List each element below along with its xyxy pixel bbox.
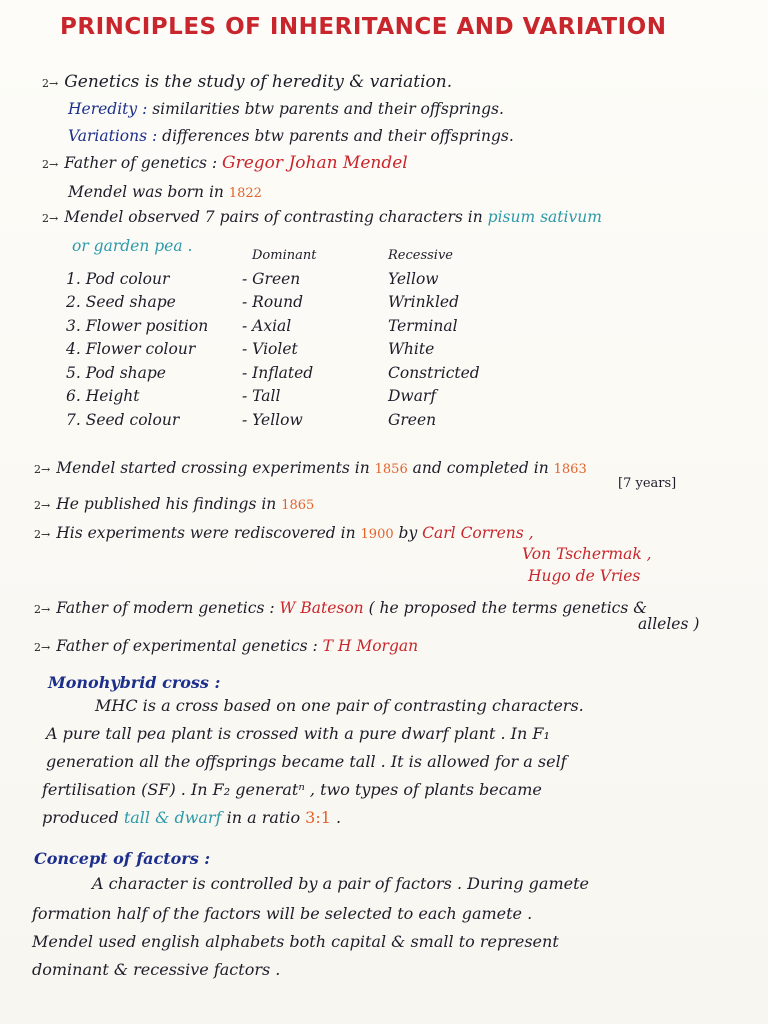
trait-dominant: - Green (242, 269, 301, 288)
factors-heading: Concept of factors : (34, 849, 211, 868)
born-year: 1822 (228, 186, 262, 201)
morgan-name: T H Morgan (322, 637, 419, 655)
trait-dominant: - Axial (242, 316, 292, 335)
heredity-term: Heredity : (68, 100, 148, 118)
variation-line (68, 126, 514, 146)
trait-row (60, 338, 508, 362)
modern-note-cont: alleles ) (638, 615, 700, 633)
rediscovered-by: by (393, 524, 423, 542)
rediscovered-text: His experiments were rediscovered in (56, 524, 361, 542)
mendel-name: Gregor Johan Mendel (222, 153, 408, 173)
crossing-text2: and completed in (407, 459, 554, 477)
trait-recessive: Constricted (388, 363, 480, 382)
published-line (34, 494, 314, 516)
experimental-label: Father of experimental genetics : (56, 637, 323, 655)
born-text: Mendel was born in (68, 183, 229, 201)
rediscoverer-tschermak: Von Tschermak , (522, 545, 652, 563)
trait-name: 1. Pod colour (66, 269, 170, 288)
traits-header-blank (60, 243, 236, 267)
modern-line (34, 598, 647, 620)
monohybrid-line-2: A pure tall pea plant is crossed with a pure dwarf plant . In F₁ (46, 724, 550, 743)
heredity-def: similarities btw parents and their offsprings. (147, 100, 504, 118)
modern-label: Father of modern genetics : (56, 599, 280, 617)
observed-line (42, 207, 602, 229)
bullet-arrow-icon: 2→ (42, 212, 59, 225)
trait-dominant: - Round (242, 293, 304, 312)
monohybrid-heading: Monohybrid cross : (48, 673, 221, 692)
traits-header-row (60, 243, 508, 267)
trait-dominant: - Inflated (242, 363, 314, 382)
published-year: 1865 (281, 498, 315, 513)
factors-line-1: A character is controlled by a pair of factors . During gamete (92, 874, 589, 893)
born-line (68, 182, 262, 204)
crossing-duration: [7 years] (618, 476, 677, 491)
ratio-value: 3:1 (305, 808, 331, 827)
genetics-text: Genetics is the study of heredity & variation. (64, 72, 453, 92)
monohybrid-last-end: . (330, 808, 342, 827)
crossing-line (34, 458, 587, 480)
trait-row (60, 408, 508, 432)
trait-row (60, 314, 508, 338)
experimental-line (34, 636, 418, 658)
factors-line-4: dominant & recessive factors . (32, 960, 281, 979)
rediscovered-line (34, 523, 534, 545)
trait-row (60, 385, 508, 409)
trait-recessive: Yellow (388, 269, 439, 288)
trait-dominant: - Yellow (242, 410, 303, 429)
garden-pea-line: or garden pea . (72, 237, 193, 255)
trait-recessive: White (388, 340, 435, 359)
heredity-line (68, 99, 504, 119)
rediscovered-year: 1900 (360, 527, 394, 542)
trait-recessive: Green (388, 410, 437, 429)
species-name: pisum sativum (487, 208, 602, 226)
trait-name: 2. Seed shape (66, 293, 176, 312)
genetics-line (42, 72, 452, 94)
bullet-arrow-icon: 2→ (34, 499, 51, 512)
rediscoverer-correns: Carl Correns , (422, 524, 534, 542)
variation-term: Variations : (68, 127, 158, 145)
crossing-year-start: 1856 (374, 462, 408, 477)
trait-name: 3. Flower position (66, 316, 209, 335)
father-label: Father of genetics : (64, 154, 223, 172)
variation-def: differences btw parents and their offsprings. (157, 127, 514, 145)
trait-recessive: Wrinkled (388, 293, 460, 312)
bullet-arrow-icon: 2→ (34, 463, 51, 476)
rediscoverer-de-vries: Hugo de Vries (528, 567, 641, 585)
trait-name: 7. Seed colour (66, 410, 180, 429)
factors-line-2: formation half of the factors will be selected to each gamete . (32, 904, 533, 923)
trait-recessive: Dwarf (388, 387, 437, 406)
trait-name: 6. Height (66, 387, 140, 406)
trait-recessive: Terminal (388, 316, 458, 335)
crossing-year-end: 1863 (553, 462, 587, 477)
bullet-arrow-icon: 2→ (34, 528, 51, 541)
trait-dominant: - Violet (242, 340, 298, 359)
trait-row (60, 361, 508, 385)
monohybrid-line-3: generation all the offsprings became tall . It is allowed for a self (46, 752, 567, 771)
monohybrid-last-start: produced (42, 808, 124, 827)
bateson-name: W Bateson (279, 599, 364, 617)
traits-table (60, 243, 508, 432)
monohybrid-last-mid: in a ratio (221, 808, 306, 827)
header-recessive: Recessive (388, 247, 453, 263)
observed-text: Mendel observed 7 pairs of contrasting characters in (64, 208, 488, 226)
factors-line-3: Mendel used english alphabets both capital & small to represent (32, 932, 559, 951)
tall-dwarf-text: tall & dwarf (123, 808, 222, 827)
trait-name: 5. Pod shape (66, 363, 166, 382)
published-text: He published his findings in (56, 495, 282, 513)
monohybrid-line-4: fertilisation (SF) . In F₂ generatⁿ , two types of plants became (42, 780, 542, 799)
trait-row (60, 267, 508, 291)
bullet-arrow-icon: 2→ (34, 641, 51, 654)
bullet-arrow-icon: 2→ (42, 77, 59, 90)
trait-dominant: - Tall (242, 387, 281, 406)
bullet-arrow-icon: 2→ (34, 603, 51, 616)
father-line (42, 153, 408, 175)
modern-note: ( he proposed the terms genetics & (363, 599, 648, 617)
header-dominant: Dominant (252, 247, 317, 263)
crossing-text1: Mendel started crossing experiments in (56, 459, 375, 477)
monohybrid-line-5 (42, 808, 341, 828)
trait-name: 4. Flower colour (66, 340, 196, 359)
trait-row (60, 291, 508, 315)
bullet-arrow-icon: 2→ (42, 158, 59, 171)
page-title: PRINCIPLES OF INHERITANCE AND VARIATION (60, 14, 667, 40)
monohybrid-line-1: MHC is a cross based on one pair of contrasting characters. (95, 696, 584, 715)
